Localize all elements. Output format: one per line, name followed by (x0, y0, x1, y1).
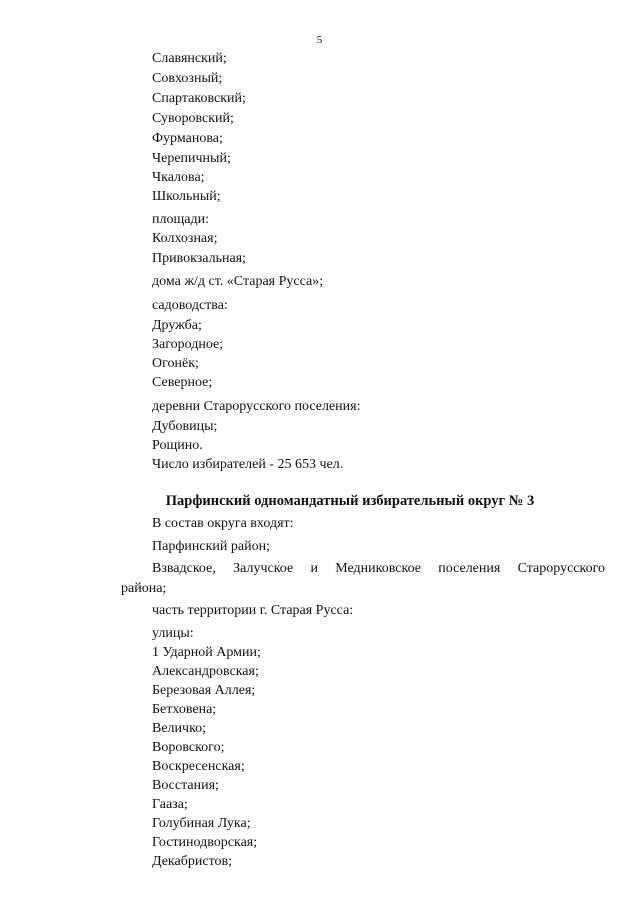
section-heading: Парфинский одномандатный избирательный округ № 3 (165, 493, 535, 509)
section-label: улицы: (152, 626, 194, 641)
page-number: 5 (316, 34, 323, 46)
list-item: Величко; (152, 721, 207, 736)
paragraph-line: района; (121, 581, 167, 596)
list-item: Суворовский; (152, 111, 234, 126)
intro-line: В состав округа входят: (152, 516, 294, 531)
voter-count: Число избирателей - 25 653 чел. (152, 457, 344, 472)
paragraph-line (152, 560, 605, 578)
list-item: Славянский; (152, 51, 227, 66)
word: Залучское (233, 561, 294, 576)
list-item: Привокзальная; (152, 251, 247, 266)
word: поселения (438, 561, 501, 576)
list-item: Огонёк; (152, 356, 199, 371)
list-item: Бетховена; (152, 702, 217, 717)
section-label: деревни Старорусского поселения: (152, 399, 361, 414)
list-item: 1 Ударной Армии; (152, 645, 261, 660)
list-item: Загородное; (152, 337, 224, 352)
territory-line: часть территории г. Старая Русса: (152, 603, 354, 618)
list-item: Воровского; (152, 740, 225, 755)
word: Медниковское (335, 561, 421, 576)
word: и (310, 561, 318, 576)
list-item: Гостинодворская; (152, 835, 258, 850)
list-item: Северное; (152, 375, 213, 390)
word: Взвадское, (152, 561, 216, 576)
intro-line: Парфинский район; (152, 539, 270, 554)
list-item: Голубиная Лука; (152, 816, 251, 831)
list-item: Александровская; (152, 664, 259, 679)
list-item: Школьный; (152, 189, 221, 204)
section-label: садоводства: (152, 298, 228, 313)
section-label: площади: (152, 212, 209, 227)
list-item: Воскресенская; (152, 759, 245, 774)
list-item: Рощино. (152, 438, 203, 453)
list-item: дома ж/д ст. «Старая Русса»; (152, 274, 324, 289)
list-item: Совхозный; (152, 71, 223, 86)
list-item: Черепичный; (152, 151, 231, 166)
list-item: Березовая Аллея; (152, 683, 256, 698)
list-item: Дубовицы; (152, 419, 218, 434)
list-item: Чкалова; (152, 170, 205, 185)
list-item: Спартаковский; (152, 91, 246, 106)
list-item: Гааза; (152, 797, 188, 812)
list-item: Фурманова; (152, 131, 223, 146)
list-item: Дружба; (152, 318, 202, 333)
list-item: Декабристов; (152, 854, 233, 869)
list-item: Восстания; (152, 778, 219, 793)
list-item: Колхозная; (152, 231, 218, 246)
word: Старорусского (517, 561, 605, 576)
